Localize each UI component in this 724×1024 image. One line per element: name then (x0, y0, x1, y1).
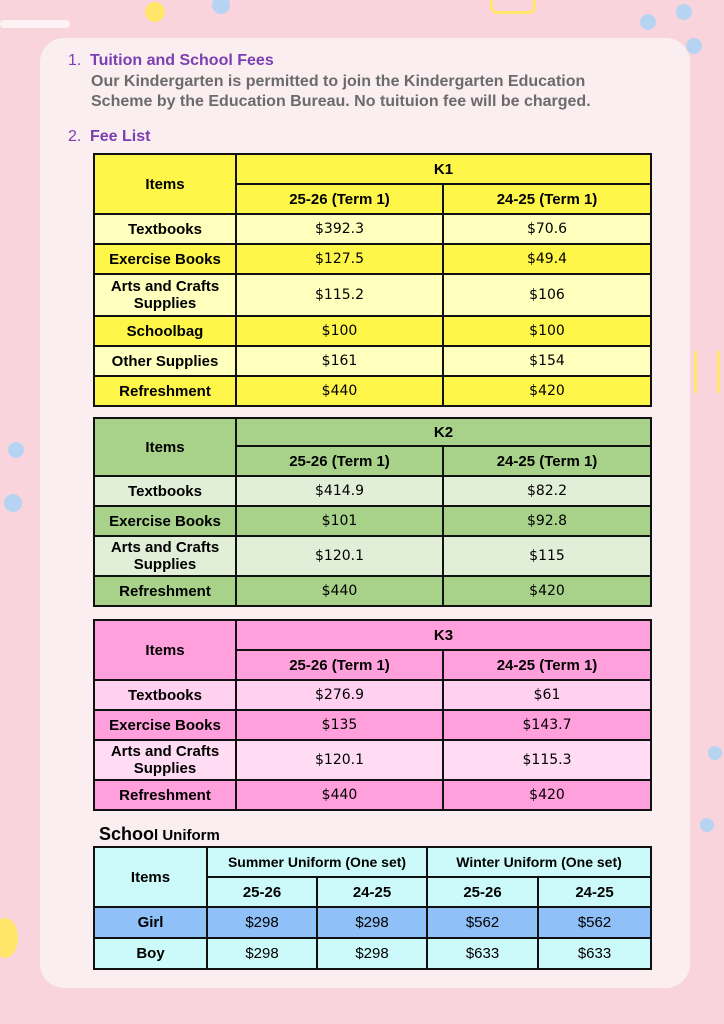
table-row (94, 576, 651, 606)
item-name: Refreshment (94, 780, 236, 810)
items-header: Items (94, 418, 236, 476)
summer-uniform-header: Summer Uniform (One set) (207, 847, 427, 877)
fee-value: $298 (207, 907, 317, 938)
fee-value: $115.3 (443, 740, 651, 780)
fee-value: $392.3 (236, 214, 443, 244)
decor-dot (145, 2, 165, 22)
grade-header: K3 (236, 620, 651, 650)
items-header: Items (94, 847, 207, 907)
uniform-title-small: l Uniform (154, 827, 220, 844)
fee-value: $440 (236, 376, 443, 406)
term-header: 24-25 (Term 1) (443, 446, 651, 476)
fee-value: $298 (317, 907, 427, 938)
item-name: Arts and Crafts Supplies (94, 536, 236, 576)
items-header: Items (94, 154, 236, 214)
fee-value: $100 (443, 316, 651, 346)
table-row (94, 316, 651, 346)
decor-dot (708, 746, 722, 760)
item-name: Refreshment (94, 376, 236, 406)
fee-value: $420 (443, 376, 651, 406)
section-title: Tuition and School Fees (90, 52, 274, 69)
fee-value: $420 (443, 576, 651, 606)
item-name: Other Supplies (94, 346, 236, 376)
section-number: 2. (68, 128, 82, 145)
item-name: Exercise Books (94, 506, 236, 536)
table-row (94, 476, 651, 506)
item-name: Exercise Books (94, 710, 236, 740)
term-header: 25-26 (Term 1) (236, 650, 443, 680)
fee-value: $120.1 (236, 740, 443, 780)
winter-uniform-header: Winter Uniform (One set) (427, 847, 651, 877)
fee-value: $562 (538, 907, 651, 938)
year-header: 24-25 (538, 877, 651, 907)
grade-header: K2 (236, 418, 651, 446)
fee-value: $298 (317, 938, 427, 969)
grade-header: K1 (236, 154, 651, 184)
fee-value: $61 (443, 680, 651, 710)
table-row (94, 907, 651, 938)
uniform-title-big: Schoo (99, 824, 155, 844)
items-header: Items (94, 620, 236, 680)
fee-value: $115 (443, 536, 651, 576)
decor-blob (0, 918, 18, 958)
section-title: Fee List (90, 128, 151, 145)
item-name: Textbooks (94, 214, 236, 244)
decor-dot (686, 38, 702, 54)
table-row (94, 680, 651, 710)
fee-value: $420 (443, 780, 651, 810)
table-row (94, 274, 651, 316)
decor-dot (212, 0, 230, 14)
item-name: Arts and Crafts Supplies (94, 274, 236, 316)
decor-dot (4, 494, 22, 512)
table-row (94, 536, 651, 576)
fee-value: $440 (236, 780, 443, 810)
decor-dot (640, 14, 656, 30)
term-header: 25-26 (Term 1) (236, 184, 443, 214)
fee-value: $106 (443, 274, 651, 316)
uniform-title (99, 824, 220, 845)
year-header: 24-25 (317, 877, 427, 907)
k3-fee-table (93, 619, 652, 811)
item-name: Schoolbag (94, 316, 236, 346)
fee-value: $120.1 (236, 536, 443, 576)
fee-value: $135 (236, 710, 443, 740)
fee-value: $115.2 (236, 274, 443, 316)
term-header: 24-25 (Term 1) (443, 184, 651, 214)
table-row (94, 938, 651, 969)
item-name: Girl (94, 907, 207, 938)
fee-value: $161 (236, 346, 443, 376)
fee-value: $633 (427, 938, 538, 969)
fee-value: $633 (538, 938, 651, 969)
table-row (94, 376, 651, 406)
fee-value: $298 (207, 938, 317, 969)
fee-value: $70.6 (443, 214, 651, 244)
year-header: 25-26 (427, 877, 538, 907)
decor-dot (8, 442, 24, 458)
decor-squiggle (490, 0, 536, 14)
decor-squiggle (694, 350, 720, 394)
decor-dot (700, 818, 714, 832)
table-row (94, 780, 651, 810)
table-row (94, 506, 651, 536)
fee-value: $276.9 (236, 680, 443, 710)
fee-value: $143.7 (443, 710, 651, 740)
item-name: Exercise Books (94, 244, 236, 274)
k2-fee-table (93, 417, 652, 607)
year-header: 25-26 (207, 877, 317, 907)
fee-value: $101 (236, 506, 443, 536)
term-header: 24-25 (Term 1) (443, 650, 651, 680)
table-row (94, 710, 651, 740)
table-row (94, 346, 651, 376)
table-row (94, 244, 651, 274)
decor-squiggle (0, 20, 70, 28)
uniform-fee-table (93, 846, 652, 970)
item-name: Textbooks (94, 476, 236, 506)
fee-value: $562 (427, 907, 538, 938)
section-number: 1. (68, 52, 82, 69)
fee-value: $100 (236, 316, 443, 346)
fee-value: $440 (236, 576, 443, 606)
item-name: Boy (94, 938, 207, 969)
fee-value: $127.5 (236, 244, 443, 274)
item-name: Refreshment (94, 576, 236, 606)
tuition-paragraph: Our Kindergarten is permitted to join the Kindergarten Education Scheme by the Education Bureau. No tuituion fee will be charged. (91, 73, 591, 110)
item-name: Textbooks (94, 680, 236, 710)
fee-value: $49.4 (443, 244, 651, 274)
table-row (94, 214, 651, 244)
fee-value: $82.2 (443, 476, 651, 506)
k1-fee-table (93, 153, 652, 407)
term-header: 25-26 (Term 1) (236, 446, 443, 476)
fee-value: $154 (443, 346, 651, 376)
fee-value: $92.8 (443, 506, 651, 536)
section-fee-list-heading (68, 128, 150, 146)
decor-dot (676, 4, 692, 20)
table-row (94, 740, 651, 780)
fee-value: $414.9 (236, 476, 443, 506)
section-tuition-heading (68, 52, 274, 70)
item-name: Arts and Crafts Supplies (94, 740, 236, 780)
